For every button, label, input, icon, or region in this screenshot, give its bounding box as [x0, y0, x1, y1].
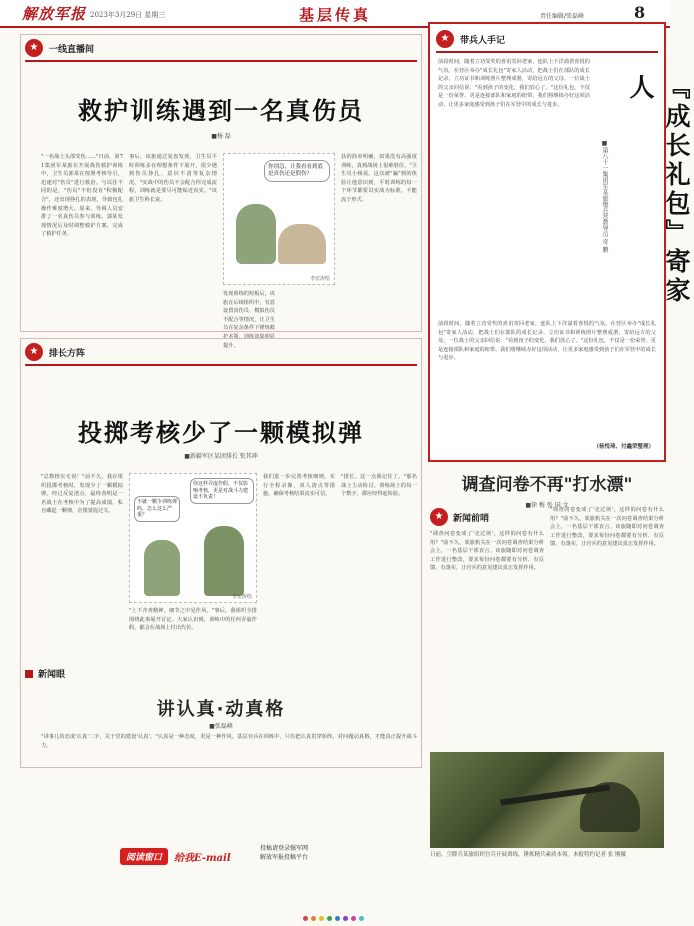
story-text-col1: "一名战士头部受伤……"日前，第71集团军某旅在开展战伤救护训练中，卫生员郭某在按照考核导引，迅速对"伤员"进行救治。与以往不同的是，"伤员"不但没有"积极配合"，还出现挣扎的表现，导致包扎操作难度增大。原来，导调人员安排了一名真伤员参与训练。郭某发现情况后及时调整救护方案，完成了救护任务。: [41, 154, 123, 238]
issue-date: 2023年3月29日 星期三: [90, 11, 166, 19]
cartoon-credit: 李宏涛绘: [309, 276, 330, 282]
story-text-col4: 扶的简单明确，如果没有高强度训练，真到战场上很难胜任。"卫生员小杨说。这次被"骗"到的体验让他意识到，平时训练的每一个环节都要以实战为标准，不能流于形式。: [341, 154, 417, 203]
footer-line: 解放军报投稿平台: [260, 854, 309, 861]
decor-dot: [351, 916, 356, 921]
column-label: ★ 一线直播间: [25, 39, 94, 57]
story-text-col3: 发现训练的短板后，该旅在后续组织中，有意设置真伤员、模拟伤员不配合等情况，让卫生员在复杂条件下锤炼救护本领，训练效果明显提升。: [223, 291, 275, 349]
star-icon: ★: [436, 30, 454, 48]
story-text-col2: "上下齐查精神，细节之中见作风。"事后，我组织全排围绕此事展开讨论。大家认识到，训练中的任何弄虚作假，都会在战场上付出代价。: [129, 608, 257, 632]
decor-dot: [343, 916, 348, 921]
decor-dot: [359, 916, 364, 921]
sidebar-byline: ■第八十一集团军某旅炮兵营教导员 奇 鹏: [601, 140, 608, 253]
story-text-col1: "总数核实无误！"前不久，我在组织投掷考核时，发现少了一颗模拟弹。经过反复清点，最终查明是一名战士在考核中为了提高成绩，私自藏起一颗弹，企图蒙混过关。: [41, 474, 123, 515]
divider: [436, 51, 658, 53]
survey-story: [428, 466, 666, 866]
email-label: 给我E-mail: [174, 853, 231, 864]
footer-badge: 阅读窗口: [120, 848, 168, 865]
photo-caption: 日前，空降兵某旅组织官兵开展训练，锤炼精兵素质本领。本报特约记者 张 刚摄: [430, 852, 626, 858]
star-icon: ★: [430, 508, 448, 526]
page-number: 8: [634, 3, 646, 22]
decor-dot: [319, 916, 324, 921]
survey-title: 调查问卷不再"打水漂": [461, 475, 633, 495]
story-byline: ■新疆军区某团排长 张其坤: [184, 453, 258, 460]
news-brief-label: 新闻眼: [25, 667, 65, 680]
decor-dot: [311, 916, 316, 921]
soldier-figure: [236, 204, 276, 264]
officer-figure: [204, 526, 244, 596]
footer-line: 投稿请登录强军网: [260, 845, 309, 852]
patient-figure: [278, 224, 326, 264]
decor-dot: [303, 916, 308, 921]
section-title: 基层传真: [298, 6, 371, 24]
brief-byline: ■张磊峰: [209, 723, 233, 730]
story-byline: ■杨 磊: [211, 133, 231, 140]
star-icon: ★: [25, 343, 43, 361]
divider: [25, 364, 417, 366]
decor-dot: [327, 916, 332, 921]
speech-bubble-soldier: 不就一颗少训练弹吗，怎么这么严重？: [134, 496, 180, 522]
speech-bubble-officer: 你这样弄虚作假，不仅影响考核，更是对战斗力建设不负责！: [190, 478, 254, 504]
story-text-col4: "排长，这一点我记住了。"那名战士主动检讨。训练场上的每一个数字，都应经得起检验。: [341, 474, 417, 498]
soldier-figure: [144, 540, 180, 596]
sidebar-commentary: [428, 22, 691, 462]
survey-byline: ■徐 梅 张 国 文: [525, 502, 569, 509]
sidebar-text-cont: 前段时间，随着立功受奖的喜讯寄回老家，连队上下洋溢着喜悦的气氛。在营区举办"成长礼包"寄家人活动，把战士们在部队的成长记录、立功证书和训练照片整理成册，寄给远方的父母。一位战士的父亲回信说："看到孩子的变化，我们放心了。"这份礼包，不仅是一份荣誉，更是连接部队和家庭的纽带。我们将继续办好这项活动，让更多家庭感受到孩子们在军营中的成长与进步。: [438, 321, 656, 362]
sidebar-title: 『成长礼包』寄家人: [626, 74, 691, 306]
brief-title: 讲认真·动真格: [156, 699, 286, 720]
color-dots: [0, 906, 670, 925]
story-cartoon: [223, 153, 335, 285]
story-text-col2: 事后，该旅通过复盘发现，卫生员平时训练多在理想条件下展开，很少遇到伤员挣扎、意识不清等复杂情况。"实战中的伤员不会配合你完成流程，训练就是要尽可能贴近真实。"该旅卫生科长说。: [129, 154, 217, 203]
top-story: [20, 34, 422, 349]
brief-text: "讲事儿的态度'认真'二字，关于党的建设'认真'。"认真是一种态度，更是一种作风。基层官兵在训练中，只有把认真贯穿始终，对问题动真格，才能真正提升战斗力。: [41, 734, 417, 749]
training-photo: [430, 752, 664, 848]
decor-dot: [335, 916, 340, 921]
star-icon: ★: [25, 39, 43, 57]
story-title: 投掷考核少了一颗模拟弹: [78, 419, 364, 447]
divider: [25, 60, 417, 62]
footer-promo: [120, 848, 231, 865]
survey-text-col2: "调查问卷变成了'走过场'，这样的问卷有什么用？"前不久，某旅机关在一次问卷调查结果分析会上，一名基层干部直言。该旅随即对问卷调查工作进行整改，要求每份问卷都要有分析、有反馈、有落实，让官兵的意见建议真正发挥作用。: [550, 507, 664, 548]
speech-bubble: 你别急，让我看看到底是真伤还是假伤？: [264, 160, 330, 182]
cartoon-credit: 李宏涛绘: [231, 594, 252, 600]
story-title: 救护训练遇到一名真伤员: [78, 97, 364, 125]
masthead: 解放军报: [22, 5, 87, 23]
column-label: ★ 新闻前哨: [430, 508, 489, 526]
square-icon: [25, 670, 33, 678]
column-label: ★ 带兵人手记: [436, 30, 505, 48]
column-label: ★ 排长方阵: [25, 343, 85, 361]
survey-text-col1: "调查问卷变成了'走过场'，这样的问卷有什么用？"前不久，某旅机关在一次问卷调查结果分析会上，一名基层干部直言。该旅随即对问卷调查工作进行整改，要求每份问卷都要有分析、有反馈、有落实，让官兵的意见建议真正发挥作用。: [430, 531, 544, 572]
mid-story: [20, 338, 422, 768]
sidebar-footer: （杨悦琦、付鑫荣整理）: [593, 444, 654, 450]
story-text-col3: 我们进一步完善考核细则，实行全程录像、双人清点等措施，确保考核结果真实可信。: [263, 474, 335, 498]
editor-credit: 责任编辑/张磊峰: [540, 13, 585, 20]
sidebar-text: 前段时间，随着立功受奖的喜讯寄回老家，连队上下洋溢着喜悦的气氛。在营区举办"成长礼包"寄家人活动，把战士们在部队的成长记录、立功证书和训练照片整理成册，寄给远方的父母。一位战士的父亲回信说："看到孩子的变化，我们放心了。"这份礼包，不仅是一份荣誉，更是连接部队和家庭的纽带。我们将继续办好这项活动，让更多家庭感受到孩子们在军营中的成长与进步。: [438, 59, 590, 108]
footer-lines: [260, 844, 308, 862]
story-cartoon: [129, 473, 257, 603]
